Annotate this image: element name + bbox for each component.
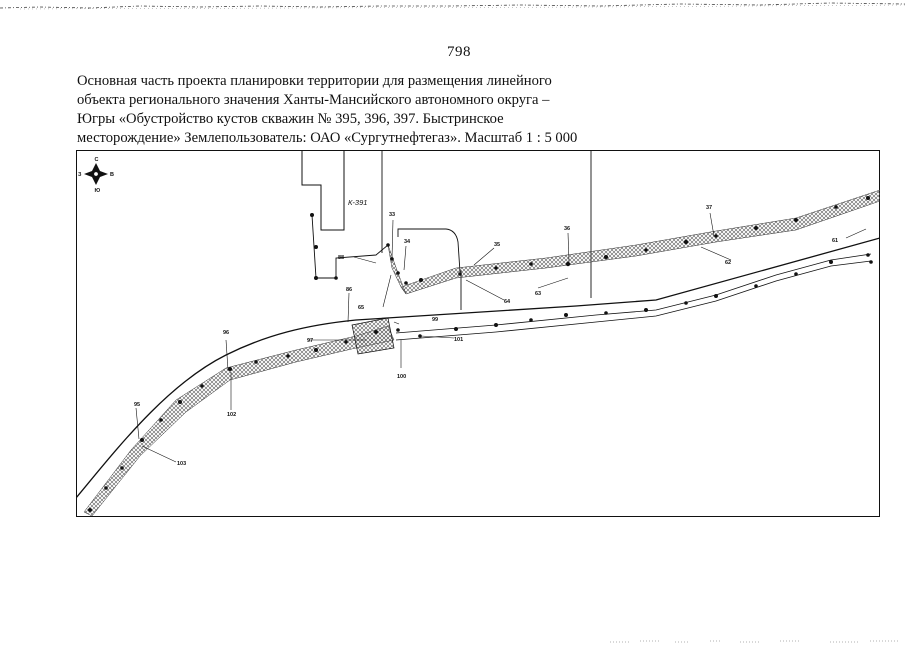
point-label: 101 [454,337,464,343]
point-label: 99 [432,317,439,323]
caption-line: объекта регионального значения Ханты-Мансийского автономного округа – [77,92,550,108]
point-label: 34 [404,239,411,245]
point-label: 36 [564,226,571,232]
page-number: 798 [447,44,471,60]
south-letter: Ю [94,188,101,194]
point-label: 64 [504,299,511,305]
point-label: 100 [397,374,407,380]
point-label: 86 [346,287,353,293]
caption-line: Югры «Обустройство кустов скважин № 395, 396, 397. Быстринское [77,111,504,127]
point-label: 96 [223,330,230,336]
caption-line: Основная часть проекта планировки территории для размещения линейного [77,73,552,89]
scan-top-edge [0,0,905,14]
west-letter: З [78,172,82,178]
point-label: 62 [725,260,732,266]
planning-map [76,150,880,517]
point-label: 97 [307,338,314,344]
north-letter: С [94,157,99,163]
scan-bottom-marks [600,632,905,640]
point-label: 88 [338,255,345,261]
point-label: 63 [535,291,542,297]
caption-line: месторождение» Землепользователь: ОАО «Сургутнефтегаз». Масштаб 1 : 5 000 [77,130,578,146]
map-caption [77,72,637,148]
point-label: 37 [706,205,713,211]
point-label: 33 [389,212,396,218]
point-label: 35 [494,242,501,248]
plot-label: К-391 [348,198,368,207]
map-canvas [76,150,880,517]
east-letter: В [110,172,114,178]
point-label: 102 [227,412,237,418]
point-label: 61 [832,238,839,244]
point-label: 103 [177,461,187,467]
point-label: 95 [134,402,141,408]
point-label: 65 [358,305,365,311]
